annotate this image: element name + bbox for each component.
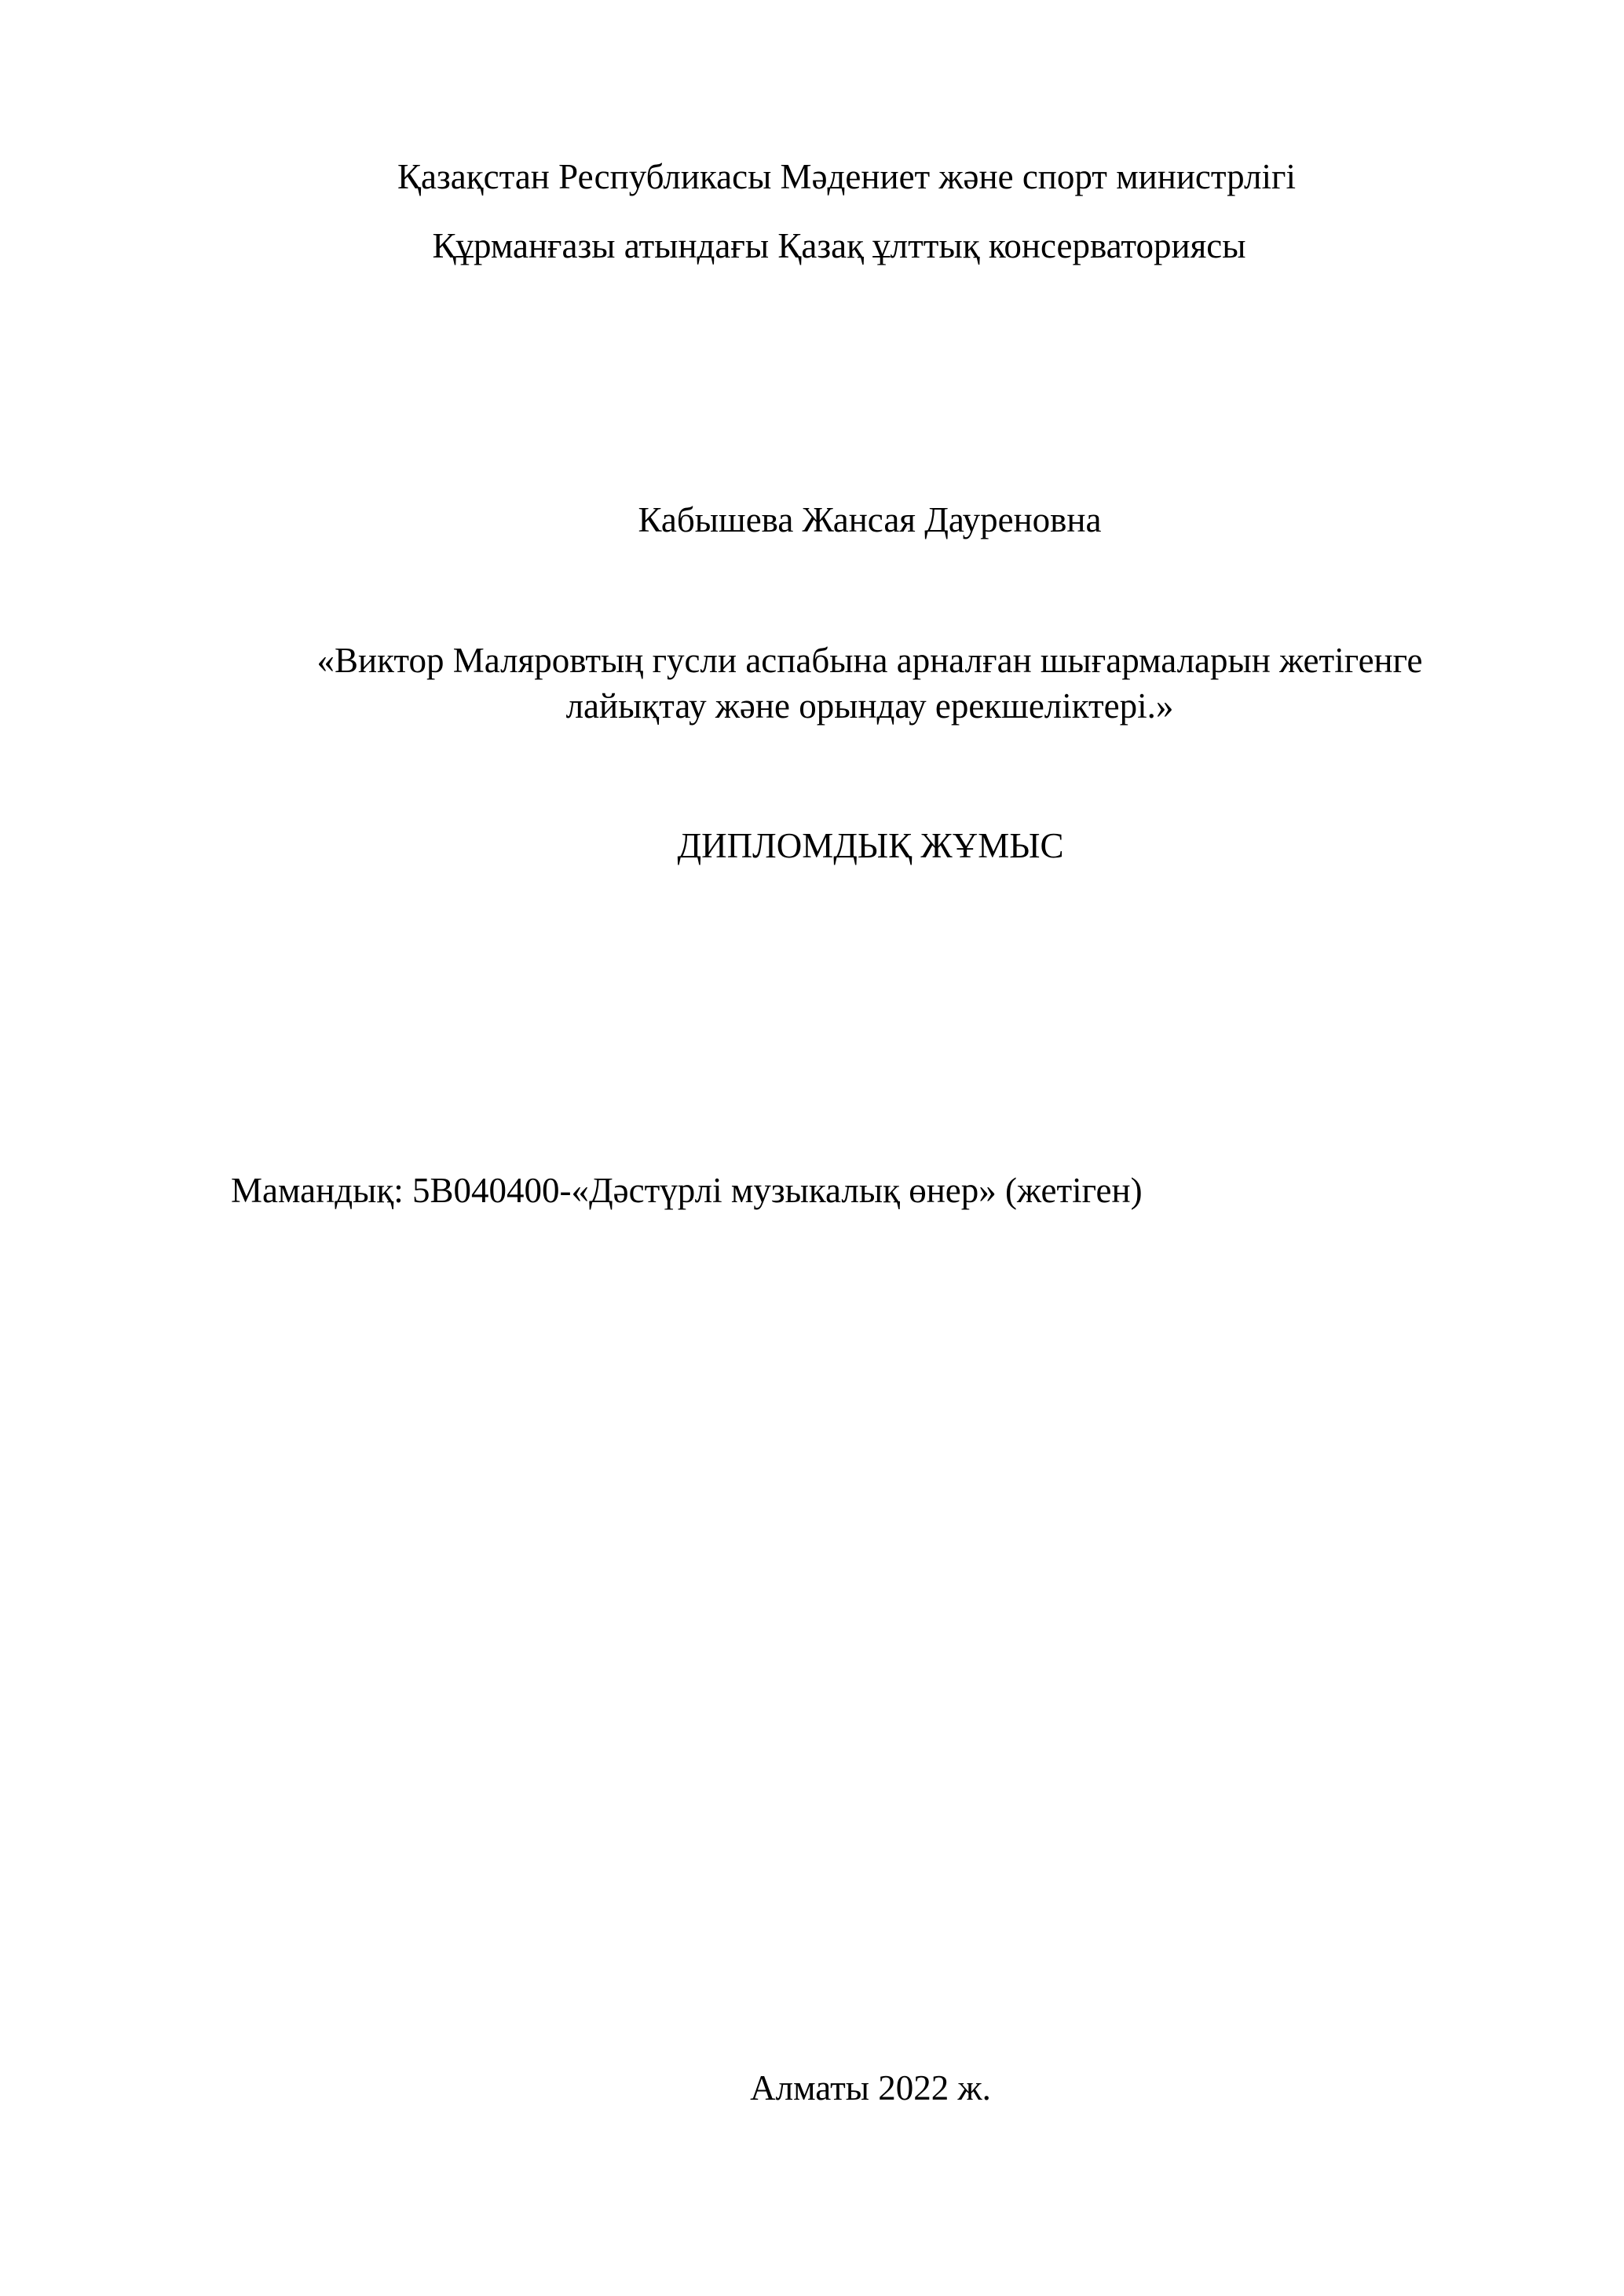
work-type-heading: ДИПЛОМДЫҚ ЖҰМЫС <box>677 826 1064 865</box>
city-year: Алматы 2022 ж. <box>750 2068 991 2108</box>
specialty-line: Мамандық: 5В040400-«Дәстүрлі музыкалық өнер» (жетіген) <box>231 1171 1143 1210</box>
ministry-heading: Қазақстан Республикасы Мәдениет және спорт министрлігі <box>397 157 1296 196</box>
thesis-title <box>0 638 1624 729</box>
author-name: Кабышева Жансая Дауреновна <box>638 500 1102 539</box>
thesis-title-line-2: лайықтау және орындау ерекшеліктері.» <box>565 686 1174 726</box>
conservatory-heading: Құрманғазы атындағы Қазақ ұлттық консерваториясы <box>432 226 1246 265</box>
thesis-title-line-1: «Виктор Маляровтың гусли аспабына арналған шығармаларын жетігенге <box>316 641 1423 680</box>
